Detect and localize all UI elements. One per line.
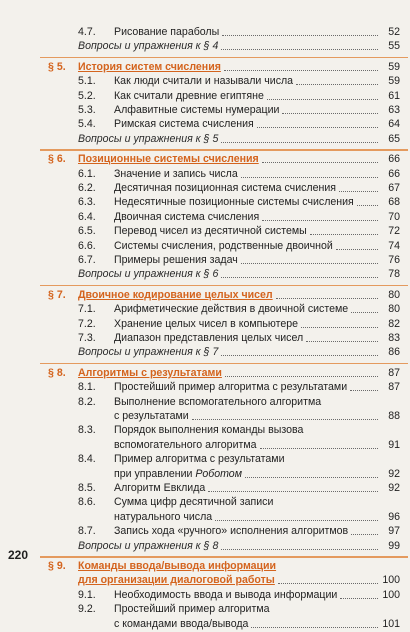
entry-page-number: 92	[388, 482, 400, 494]
toc-entry-row	[0, 26, 410, 40]
entry-title: Запись хода «ручного» исполнения алгоритмов	[114, 525, 349, 538]
toc-entry-row	[0, 75, 410, 89]
entry-number: 4.7.	[78, 26, 96, 38]
entry-title: Как люди считали и называли числа	[114, 75, 294, 88]
entry-title: Алгоритмы с результатами	[78, 366, 222, 379]
toc-entry-row	[0, 168, 410, 182]
toc-entry-row	[0, 254, 410, 268]
leader-dots	[224, 70, 378, 71]
leader-dots	[306, 341, 378, 342]
entry-page-number: 78	[388, 268, 400, 281]
entry-number: § 5.	[48, 60, 66, 73]
section-divider	[40, 363, 408, 365]
entry-page-number: 88	[388, 410, 400, 422]
entry-title: Простейший пример алгоритма	[114, 603, 270, 616]
toc-entry-row	[0, 40, 410, 54]
toc-entry-row	[0, 540, 410, 554]
entry-number: 5.2.	[78, 89, 96, 102]
toc-entry-row	[0, 396, 410, 410]
leader-dots	[221, 549, 378, 550]
entry-number: 8.1.	[78, 381, 96, 394]
toc-entry-row	[0, 196, 410, 210]
entry-number: 7.2.	[78, 317, 96, 330]
entry-title: Порядок выполнения команды вызова	[114, 424, 304, 437]
entry-page-number: 64	[388, 118, 400, 131]
entry-title: Примеры решения задач	[114, 254, 238, 266]
toc-section-row	[0, 367, 410, 381]
entry-title: Двоичная система счисления	[114, 210, 260, 223]
entry-title: История систем счисления	[78, 60, 221, 73]
entry-title-emphasis: Роботом	[195, 467, 242, 480]
leader-dots	[251, 627, 378, 628]
entry-title: Алфавитные системы нумерации	[114, 104, 280, 116]
entry-number: 5.1.	[78, 75, 96, 88]
leader-dots	[208, 491, 378, 492]
toc-entry-row	[0, 468, 410, 482]
entry-page-number: 61	[388, 89, 400, 102]
entry-title: Рисование параболы	[114, 26, 220, 38]
leader-dots	[241, 263, 378, 264]
toc-entry-row	[0, 603, 410, 617]
entry-title: Двоичное кодирование целых чисел	[78, 288, 273, 301]
entry-title: Команды ввода/вывода информации	[78, 560, 277, 572]
entry-title: с результатами	[114, 410, 189, 422]
entry-page-number: 66	[388, 153, 400, 166]
toc-entry-row	[0, 589, 410, 603]
leader-dots	[260, 448, 378, 449]
entry-number: 9.2.	[78, 603, 96, 616]
entry-title: при управлении Роботом	[114, 467, 242, 480]
section-divider	[40, 57, 408, 59]
entry-number: 6.5.	[78, 225, 96, 238]
entry-page-number: 80	[388, 288, 400, 301]
toc-entry-row	[0, 511, 410, 525]
leader-dots	[225, 376, 378, 377]
entry-page-number: 65	[388, 132, 400, 145]
entry-title: Перевод чисел из десятичной системы	[114, 225, 307, 238]
entry-number: 8.2.	[78, 395, 96, 408]
toc-entry-row	[0, 318, 410, 332]
toc-entry-row	[0, 482, 410, 496]
entry-page-number: 66	[388, 167, 400, 180]
toc-entry-row	[0, 118, 410, 132]
toc-entry-row	[0, 618, 410, 632]
entry-page-number: 68	[388, 196, 400, 209]
entry-title: натурального числа	[114, 510, 213, 523]
entry-page-number: 92	[388, 467, 400, 480]
leader-dots	[192, 419, 378, 420]
entry-title: вспомогательного алгоритма	[114, 438, 257, 451]
toc-section-row	[0, 289, 410, 303]
entry-number: 6.7.	[78, 254, 96, 266]
entry-page-number: 100	[382, 588, 400, 601]
entry-number: 8.5.	[78, 482, 96, 494]
toc-section-row	[0, 61, 410, 75]
leader-dots	[262, 220, 378, 221]
entry-number: 8.4.	[78, 453, 96, 466]
toc-entry-row	[0, 453, 410, 467]
entry-title: Необходимость ввода и вывода информации	[114, 588, 338, 601]
entry-page-number: 101	[382, 617, 400, 630]
leader-dots	[221, 49, 378, 50]
entry-title: Вопросы и упражнения к § 6	[78, 268, 219, 281]
leader-dots	[221, 355, 378, 356]
entry-title: Вопросы и упражнения к § 7	[78, 346, 219, 359]
entry-title: Хранение целых чисел в компьютере	[114, 317, 298, 330]
toc-entry-row	[0, 268, 410, 282]
toc-entry-row	[0, 133, 410, 147]
entry-page-number: 52	[388, 26, 400, 38]
toc-entry-row	[0, 225, 410, 239]
toc-entry-row	[0, 240, 410, 254]
entry-title: Позиционные системы счисления	[78, 153, 259, 166]
entry-page-number: 91	[388, 438, 400, 451]
toc-entry-row	[0, 525, 410, 539]
toc-entry-row	[0, 381, 410, 395]
toc-entry-row	[0, 332, 410, 346]
leader-dots	[282, 113, 378, 114]
entry-page-number: 86	[388, 346, 400, 359]
entry-page-number: 83	[388, 332, 400, 344]
entry-page-number: 97	[388, 525, 400, 538]
entry-title: Как считали древние египтяне	[114, 89, 264, 102]
entry-number: 6.3.	[78, 196, 96, 209]
page-number: 220	[8, 548, 29, 562]
entry-title: Вопросы и упражнения к § 4	[78, 40, 219, 53]
toc-entry-row	[0, 303, 410, 317]
entry-page-number: 76	[388, 254, 400, 266]
entry-title: Выполнение вспомогательного алгоритма	[114, 395, 322, 408]
toc-entry-row	[0, 496, 410, 510]
entry-title: Диапазон представления целых чисел	[114, 332, 304, 344]
entry-title: Простейший пример алгоритма с результатами	[114, 381, 348, 394]
entry-page-number: 99	[388, 539, 400, 552]
entry-number: 6.6.	[78, 239, 96, 252]
section-divider	[40, 556, 408, 558]
toc-entry-row	[0, 182, 410, 196]
entry-number: 8.7.	[78, 525, 96, 538]
toc-section-row	[0, 574, 410, 588]
entry-title: Римская система счисления	[114, 118, 254, 131]
toc-entry-row	[0, 211, 410, 225]
leader-dots	[257, 127, 378, 128]
entry-number: § 6.	[48, 153, 66, 166]
entry-number: 5.4.	[78, 118, 96, 131]
toc-entry-row	[0, 439, 410, 453]
entry-number: 7.1.	[78, 303, 96, 316]
leader-dots	[310, 234, 378, 235]
entry-number: 6.2.	[78, 182, 96, 194]
entry-page-number: 96	[388, 510, 400, 523]
entry-page-number: 70	[388, 210, 400, 223]
entry-page-number: 87	[388, 381, 400, 394]
entry-title: Алгоритм Евклида	[114, 482, 206, 494]
section-divider	[40, 149, 408, 151]
entry-title: Сумма цифр десятичной записи	[114, 496, 274, 509]
entry-title: Арифметические действия в двоичной системе	[114, 303, 349, 316]
entry-number: 6.1.	[78, 167, 96, 180]
leader-dots	[276, 298, 378, 299]
section-divider	[40, 285, 408, 287]
entry-page-number: 87	[388, 366, 400, 379]
entry-title: Недесятичные позиционные системы счисления	[114, 196, 354, 209]
entry-number: § 8.	[48, 366, 66, 379]
entry-number: 9.1.	[78, 588, 96, 601]
entry-title: Десятичная позиционная система счисления	[114, 182, 336, 194]
entry-title: Системы счисления, родственные двоичной	[114, 239, 333, 252]
entry-number: 7.3.	[78, 332, 96, 344]
leader-dots	[221, 277, 378, 278]
leader-dots	[296, 84, 378, 85]
entry-page-number: 59	[388, 75, 400, 88]
leader-dots	[245, 477, 378, 478]
toc-entry-row	[0, 104, 410, 118]
entry-page-number: 67	[388, 182, 400, 194]
entry-number: 8.3.	[78, 424, 96, 437]
entry-title: Вопросы и упражнения к § 8	[78, 539, 219, 552]
entry-title: Вопросы и упражнения к § 5	[78, 132, 219, 145]
toc-entry-row	[0, 424, 410, 438]
entry-number: 6.4.	[78, 210, 96, 223]
leader-dots	[222, 35, 378, 36]
entry-page-number: 82	[388, 317, 400, 330]
leader-dots	[221, 142, 378, 143]
leader-dots	[262, 162, 378, 163]
entry-page-number: 63	[388, 104, 400, 116]
toc-section-row	[0, 560, 410, 574]
leader-dots	[301, 327, 378, 328]
entry-page-number: 74	[388, 239, 400, 252]
entry-page-number: 55	[388, 40, 400, 53]
toc-entry-row	[0, 346, 410, 360]
entry-page-number: 80	[388, 303, 400, 316]
leader-dots	[267, 99, 378, 100]
entry-page-number: 100	[382, 574, 400, 587]
entry-title: для организации диалоговой работы	[78, 574, 275, 587]
leader-dots	[241, 177, 378, 178]
entry-number: § 7.	[48, 288, 66, 301]
leader-dots	[215, 520, 378, 521]
toc-entry-row	[0, 410, 410, 424]
entry-title: Пример алгоритма с результатами	[114, 453, 285, 466]
toc-section-row	[0, 153, 410, 167]
entry-title: Значение и запись числа	[114, 167, 238, 180]
toc-entry-row	[0, 90, 410, 104]
entry-page-number: 72	[388, 225, 400, 238]
entry-title: с командами ввода/вывода	[114, 617, 249, 630]
entry-number: 8.6.	[78, 496, 96, 509]
entry-number: 5.3.	[78, 104, 96, 116]
entry-number: § 9.	[48, 560, 66, 572]
entry-page-number: 59	[388, 60, 400, 73]
